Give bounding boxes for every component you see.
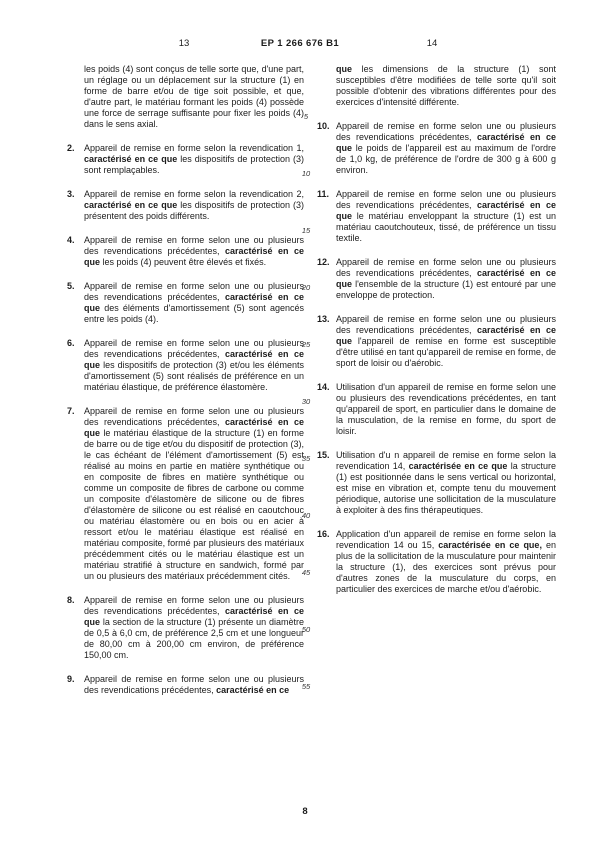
claim-number: 10. — [317, 121, 330, 131]
claim-number: 15. — [317, 450, 330, 460]
claim-item — [67, 281, 304, 325]
claim-item — [67, 595, 304, 661]
claim-text-segment: Appareil de remise en forme selon une ou plusieurs des revendications précédentes, — [84, 595, 304, 616]
claim-text-segment: Appareil de remise en forme selon la revendication 1, — [84, 143, 304, 153]
claim-text-bold-segment: caractérisé en ce que — [84, 154, 178, 164]
header-document-number: EP 1 266 676 B1 — [260, 38, 340, 49]
claim-text-bold-segment: caractérisé en ce que — [84, 200, 178, 210]
claim-text-bold-segment: caractérisé en ce que — [84, 246, 304, 267]
claim-text-segment: Utilisation d'u n appareil de remise en forme selon la revendication 14, — [336, 450, 556, 471]
claim-text — [336, 121, 556, 176]
claim-item — [317, 382, 556, 437]
claim-text-segment: Appareil de remise en forme selon une ou plusieurs des revendications précédentes, — [84, 674, 304, 695]
claim-text-segment: en plus de la sollicitation de la musculature pour maintenir la structure (1), des exercices sont prévus pour d'autres zones de la musculature du corps, en particulier des exercices de marche et/ou d'aérobic. — [336, 540, 557, 594]
claim-text-segment: Appareil de remise en forme selon une ou plusieurs des revendications précédentes, — [84, 338, 304, 359]
margin-line-number: 50 — [301, 625, 311, 634]
margin-line-number: 10 — [301, 169, 311, 178]
claim-text-segment: les poids (4) sont conçus de telle sorte que, d'une part, un réglage ou un déplacement sur la structure (1) en forme de barre et/ou de tige soit possible, et que, d'autre part, le matériau formant les poids (4) possède une force de serrage suffisante pour fixer les poids (4) dans le sens axial. — [84, 64, 304, 129]
claim-text-segment: le poids de l'appareil est au maximum de l'ordre de 1,0 kg, de préférence de l'ordre de 300 g à 600 g environ. — [336, 143, 556, 175]
claim-text-segment: le matériau enveloppant la structure (1) est un matériau caoutchouteux, tissé, de préférence un tissu textile. — [336, 211, 556, 243]
claim-text — [336, 314, 556, 369]
claim-number: 7. — [67, 406, 75, 416]
claim-number: 4. — [67, 235, 75, 245]
claim-text-segment: les dispositifs de protection (3) sont remplaçables. — [84, 154, 304, 175]
claim-item — [317, 314, 556, 369]
claim-text-segment: Appareil de remise en forme selon une ou plusieurs des revendications précédentes, — [336, 121, 556, 142]
margin-line-number: 45 — [301, 568, 311, 577]
claim-text-bold-segment: caractérisée en ce que, — [438, 540, 542, 550]
claim-text-segment: la section de la structure (1) présente un diamètre de 0,5 à 6,0 cm, de préférence 2,5 cm et une longueur de 80,00 cm à 200,00 cm environ, de préférence 150,00 cm. — [84, 617, 304, 660]
claim-text-segment: Appareil de remise en forme selon une ou plusieurs des revendications précédentes, — [336, 314, 556, 335]
claim-text — [84, 674, 304, 696]
claim-text — [84, 406, 304, 582]
claim-text — [84, 143, 304, 176]
claims-column-left — [67, 64, 304, 709]
claim-number — [67, 64, 84, 130]
claim-text-bold-segment: caractérisé en ce que — [84, 292, 304, 313]
claim-number: 13. — [317, 314, 330, 324]
claim-text-segment: des éléments d'amortissement (5) sont agencés entre les poids (4). — [84, 303, 304, 324]
claim-number: 3. — [67, 189, 75, 199]
margin-line-number: 35 — [301, 454, 311, 463]
claim-text-bold-segment: caractérisé en ce — [216, 685, 290, 695]
claim-number: 11. — [317, 189, 330, 199]
claim-number: 2. — [67, 143, 75, 153]
claim-number: 6. — [67, 338, 75, 348]
claim-item — [317, 529, 556, 595]
claim-text-bold-segment: caractérisé en ce que — [336, 325, 556, 346]
claim-text-bold-segment: caractérisé en ce que — [84, 417, 304, 438]
claim-number — [317, 64, 336, 108]
margin-line-number: 25 — [301, 340, 311, 349]
claim-text — [336, 382, 556, 437]
claim-number: 12. — [317, 257, 330, 267]
claim-text-segment: Appareil de remise en forme selon une ou plusieurs des revendications précédentes, — [84, 235, 304, 256]
claims-column-right — [317, 64, 556, 608]
claim-text-bold-segment: caractérisé en ce que — [336, 200, 556, 221]
claim-item — [67, 406, 304, 582]
claim-item — [67, 189, 304, 222]
claim-text-segment: les poids (4) peuvent être élevés et fixés. — [100, 257, 267, 267]
claim-text — [84, 235, 304, 268]
claim-text — [336, 189, 556, 244]
margin-line-number: 15 — [301, 226, 311, 235]
claim-text-segment: l'appareil de remise en forme est susceptible d'être utilisé en tant qu'appareil de remise en forme, de sport de loisir ou d'aérobic. — [336, 336, 556, 368]
claim-text-bold-segment: que — [336, 64, 353, 74]
claim-number: 9. — [67, 674, 75, 684]
claim-text-segment: les dispositifs de protection (3) présentent des poids différents. — [84, 200, 304, 221]
margin-line-number: 40 — [301, 511, 311, 520]
claim-item — [317, 257, 556, 301]
claim-text — [84, 338, 304, 393]
claim-text-segment: la structure (1) est positionnée dans le sens vertical ou horizontal, est mise en vibration et, compte tenu du mouvement périodique, autorise une sollicitation de la musculature à exploiter à des fins thérapeutiques. — [336, 461, 556, 515]
claim-number: 16. — [317, 529, 330, 539]
header-page-number-left: 13 — [178, 38, 190, 49]
claim-item — [317, 450, 556, 516]
claim-number: 14. — [317, 382, 330, 392]
claim-item — [317, 121, 556, 176]
margin-line-number: 30 — [301, 397, 311, 406]
margin-line-number: 20 — [301, 283, 311, 292]
footer-page-number: 8 — [302, 806, 308, 817]
line-number-gutter — [296, 0, 316, 850]
claim-text-segment: les dimensions de la structure (1) sont susceptibles d'être modifiées de telle sorte qu'il soit possible d'obtenir des vibrations différentes pour des exercices d'intensité différente. — [336, 64, 556, 107]
claim-text — [84, 595, 304, 661]
claim-text — [84, 64, 304, 130]
claim-text-segment: Appareil de remise en forme selon une ou plusieurs des revendications précédentes, — [84, 281, 304, 302]
claim-text — [336, 529, 556, 595]
claim-text — [84, 189, 304, 222]
claim-item — [67, 338, 304, 393]
claim-item — [67, 143, 304, 176]
claim-item — [317, 189, 556, 244]
claim-item — [317, 64, 556, 108]
claim-text — [336, 64, 556, 108]
claim-text — [336, 450, 556, 516]
claim-item — [67, 64, 304, 130]
claim-text-segment: Appareil de remise en forme selon une ou plusieurs des revendications précédentes, — [336, 257, 556, 278]
claim-text-bold-segment: caractérisé en ce que — [336, 268, 556, 289]
claim-text-segment: le matériau élastique de la structure (1) en forme de barre ou de tige et/ou du dispositif de protection (3), le cas échéant de l'élément d'amortissement (5) est réalisé au moins en partie en matière synthétique ou en composite de fibres en matière synthétique ou comme un composite de fibres de carbone ou comme un composite d'élastomère de silicone ou de fibres d'élastomère de silicone ou est réalisé en caoutchouc ou matériau élastomère ou en bois ou en acier à ressort et/ou le matériau élastique est réalisé en matériau composite, formé par plusieurs des matériaux précédemment cités ou le matériau élastique est un matériau stratifié à structure en sandwich, formé par un ou plusieurs des matériaux précédemment cités. — [84, 428, 304, 581]
claim-text-bold-segment: caractérisée en ce que — [408, 461, 508, 471]
claim-text-segment: Application d'un appareil de remise en forme selon la revendication 14 ou 15, — [336, 529, 556, 550]
claim-text-bold-segment: caractérisé en ce que — [84, 606, 304, 627]
claim-text — [336, 257, 556, 301]
margin-line-number: 5 — [303, 112, 309, 121]
claim-number: 8. — [67, 595, 75, 605]
claim-text-segment: Appareil de remise en forme selon une ou plusieurs des revendications précédentes, — [336, 189, 556, 210]
claim-item — [67, 674, 304, 696]
margin-line-number: 55 — [301, 682, 311, 691]
claim-text-bold-segment: caractérisé en ce que — [84, 349, 304, 370]
claim-text-bold-segment: caractérisé en ce que — [336, 132, 556, 153]
claim-text — [84, 281, 304, 325]
claim-text-segment: l'ensemble de la structure (1) est entouré par une enveloppe de protection. — [336, 279, 556, 300]
claim-text-segment: les dispositifs de protection (3) et/ou les éléments d'amortissement (5) sont réalisés de préférence en un matériau élastique, de préférence élastomère. — [84, 360, 304, 392]
claim-number: 5. — [67, 281, 75, 291]
claim-text-segment: Appareil de remise en forme selon une ou plusieurs des revendications précédentes, — [84, 406, 304, 427]
claim-text-segment: Appareil de remise en forme selon la revendication 2, — [84, 189, 304, 199]
claim-text-segment: Utilisation d'un appareil de remise en forme selon une ou plusieurs des revendications précédentes, en tant qu'appareil de sport, en particulier dans le domaine de la musculation, de la remise en forme, du sport de loisir. — [336, 382, 556, 436]
header-page-number-right: 14 — [426, 38, 438, 49]
claim-item — [67, 235, 304, 268]
